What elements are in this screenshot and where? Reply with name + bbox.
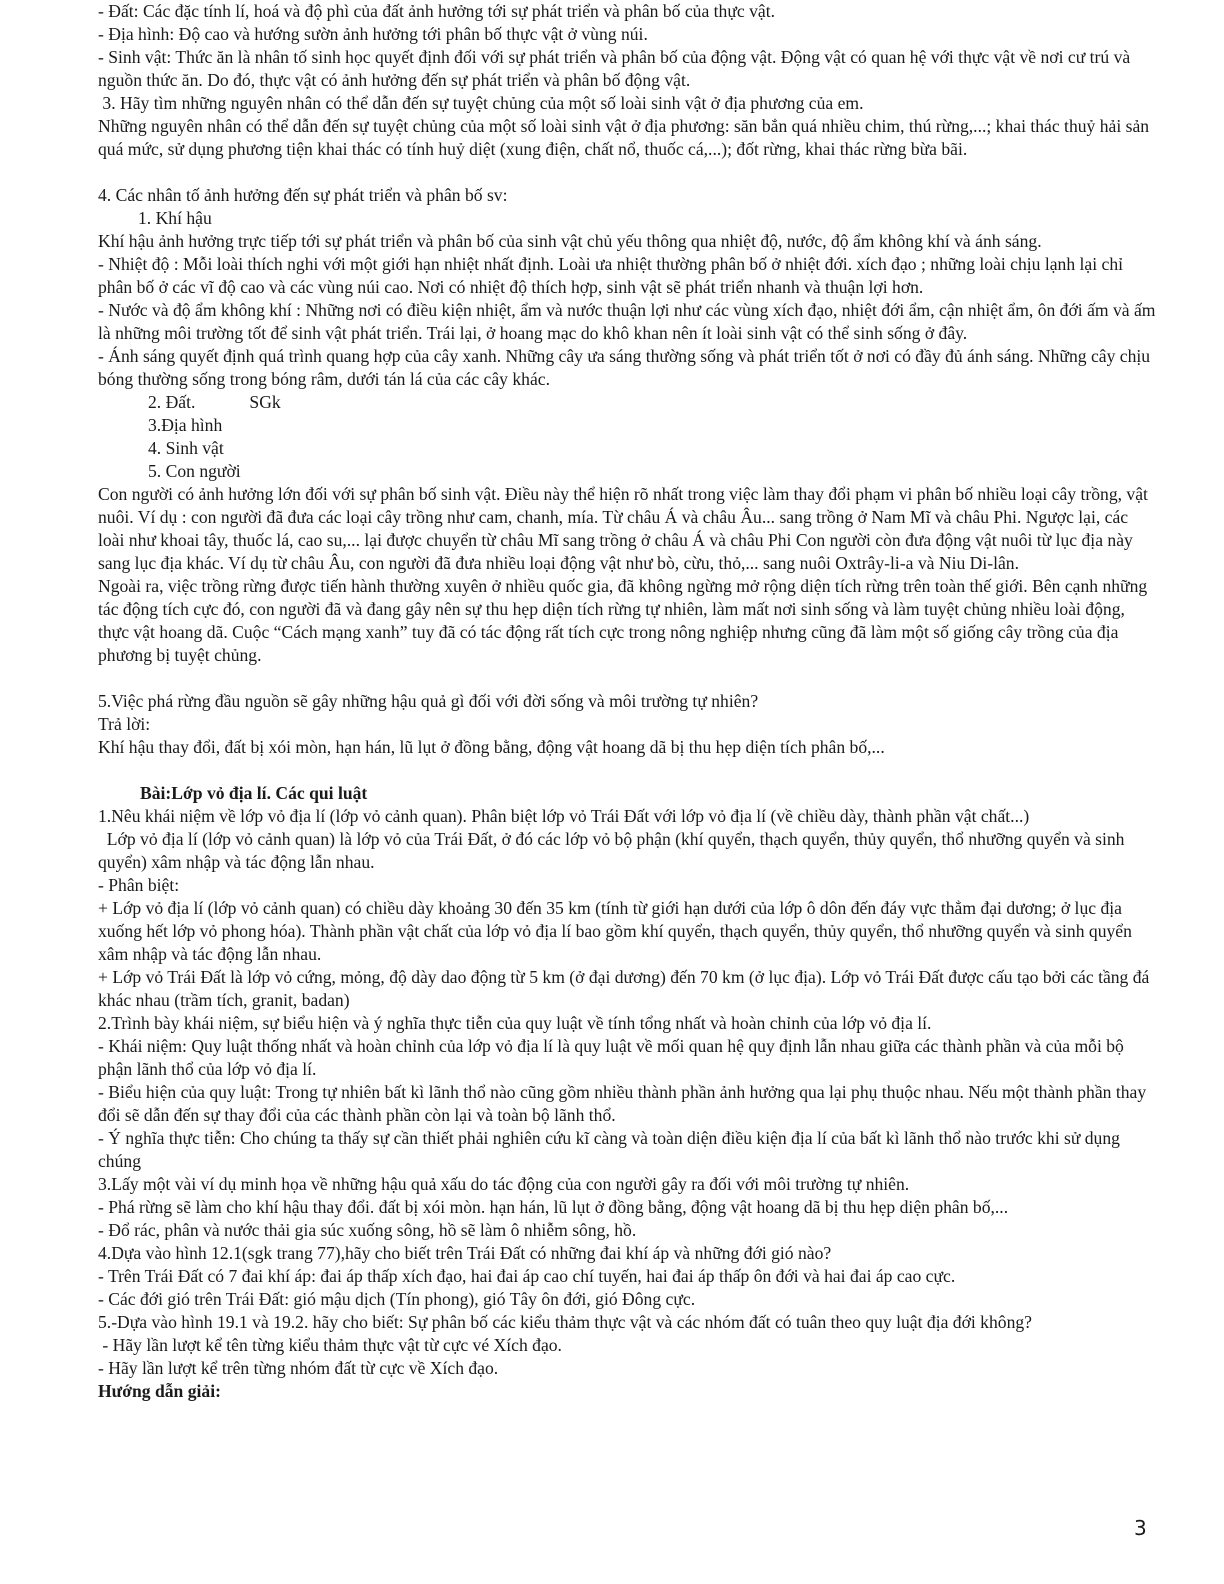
paragraph — [98, 23, 1158, 46]
paragraph — [98, 805, 1158, 828]
paragraph-text: 1.Nêu khái niệm về lớp vỏ địa lí (lớp vỏ cảnh quan). Phân biệt lớp vỏ Trái Đất với lớp vỏ địa lí (về chiều dày, thành phần vật chất...) — [98, 806, 1030, 826]
paragraph-text: Con người có ảnh hưởng lớn đối với sự phân bố sinh vật. Điều này thể hiện rõ nhất trong việc làm thay đổi phạm vi phân bố nhiều loại cây trồng, vật nuôi. Ví dụ : con người đã đưa các loại cây trồng như cam, chanh, mía. Từ châu Á và châu Âu... sang trồng ở Nam Mĩ và châu Phi. Ngược lại, các loài như khoai tây, thuốc lá, cao su,... lại được chuyển từ châu Mĩ sang trồng ở châu Á và châu Phi Con người còn đưa động vật nuôi từ lục địa này sang lục địa khác. Ví dụ từ châu Âu, con người đã đưa nhiều loại động vật như bò, cừu, thỏ,... sang nuôi Oxtrây-li-a và Niu Di-lân. — [98, 484, 1153, 573]
paragraph-text: - Sinh vật: Thức ăn là nhân tố sinh học quyết định đối với sự phát triển và phân bố của động vật. Động vật có quan hệ với thực vật về nơi cư trú và nguồn thức ăn. Do đó, thực vật có ảnh hưởng đến sự phát triển và phân bố động vật. — [98, 47, 1135, 90]
paragraph — [98, 483, 1158, 575]
paragraph-text: - Nước và độ ẩm không khí : Những nơi có điều kiện nhiệt, ẩm và nước thuận lợi như các vùng xích đạo, nhiệt đới ẩm, cận nhiệt ẩm, ôn đới ấm và ấm là những môi trường tốt để sinh vật phát triển. Trái lại, ở hoang mạc do khô khan nên ít loài sinh vật có thể sinh sống ở đây. — [98, 300, 1160, 343]
paragraph — [98, 690, 1158, 713]
paragraph-text: Lớp vỏ địa lí (lớp vỏ cảnh quan) là lớp vỏ của Trái Đất, ở đó các lớp vỏ bộ phận (khí quyển, thạch quyển, thủy quyển, thổ nhưỡng quyển và sinh quyển) xâm nhập và tác động lẫn nhau. — [98, 829, 1129, 872]
paragraph-text: - Biểu hiện của quy luật: Trong tự nhiên bất kì lãnh thổ nào cũng gồm nhiều thành phần ảnh hưởng qua lại phụ thuộc nhau. Nếu một thành phần thay đổi sẽ dẫn đến sự thay đổi của các thành phần còn lại và toàn bộ lãnh thổ. — [98, 1082, 1151, 1125]
paragraph — [98, 184, 1158, 207]
paragraph-text: 1. Khí hậu — [138, 208, 212, 228]
paragraph — [98, 897, 1158, 966]
paragraph-text: - Ánh sáng quyết định quá trình quang hợp của cây xanh. Những cây ưa sáng thường sống và phát triển tốt ở nơi có đầy đủ ánh sáng. Những cây chịu bóng thường sống trong bóng râm, dưới tán lá của các cây khác. — [98, 346, 1155, 389]
paragraph — [98, 1288, 1158, 1311]
paragraph-text: Hướng dẫn giải: — [98, 1381, 221, 1401]
paragraph — [98, 736, 1158, 759]
paragraph-text: 3.Lấy một vài ví dụ minh họa về những hậu quả xấu do tác động của con người gây ra đối với môi trường tự nhiên. — [98, 1174, 910, 1194]
paragraph — [98, 345, 1158, 391]
paragraph-text: Những nguyên nhân có thể dẫn đến sự tuyệt chủng của một số loài sinh vật ở địa phương: săn bắn quá nhiều chim, thú rừng,...; khai thác thuỷ hải sản quá mức, sử dụng phương tiện khai thác có tính huỷ diệt (xung điện, chất nổ, thuốc cá,...); đốt rừng, khai thác rừng bừa bãi. — [98, 116, 1154, 159]
paragraph-text: 4. Các nhân tố ảnh hưởng đến sự phát triển và phân bố sv: — [98, 185, 508, 205]
paragraph-text: 3.Địa hình — [148, 415, 223, 435]
paragraph-text: - Khái niệm: Quy luật thống nhất và hoàn chỉnh của lớp vỏ địa lí là quy luật về mối quan hệ quy định lẫn nhau giữa các thành phần và của mỗi bộ phận lãnh thổ của lớp vỏ địa lí. — [98, 1036, 1129, 1079]
paragraph — [98, 207, 1158, 230]
paragraph-text: - Đất: Các đặc tính lí, hoá và độ phì của đất ảnh hưởng tới sự phát triển và phân bố của thực vật. — [98, 1, 775, 21]
paragraph-text: + Lớp vỏ địa lí (lớp vỏ cảnh quan) có chiều dày khoảng 30 đến 35 km (tính từ giới hạn dưới của lớp ô dôn đến đáy vực thẳm đại dương; ở lục địa xuống hết lớp vỏ phong hóa). Thành phần vật chất của lớp vỏ địa lí bao gồm khí quyển, thạch quyển, thủy quyển, thổ nhưỡng quyển và sinh quyển xâm nhập và tác động lẫn nhau. — [98, 898, 1137, 964]
paragraph-text: Ngoài ra, việc trồng rừng được tiến hành thường xuyên ở nhiều quốc gia, đã không ngừng mở rộng diện tích rừng trên toàn thế giới. Bên cạnh những tác động tích cực đó, con người đã và đang gây nên sự thu hẹp diện tích rừng tự nhiên, làm mất nơi sinh sống và làm tuyệt chủng nhiều loài động, thực vật hoang dã. Cuộc “Cách mạng xanh” tuy đã có tác động rất tích cực trong nông nghiệp nhưng cũng đã làm một số giống cây trồng của địa phương bị tuyệt chủng. — [98, 576, 1152, 665]
paragraph-text: 4. Sinh vật — [148, 438, 224, 458]
paragraph-text: Khí hậu thay đổi, đất bị xói mòn, hạn hán, lũ lụt ở đồng bằng, động vật hoang dã bị thu hẹp diện tích phân bố,... — [98, 737, 885, 757]
paragraph — [98, 1127, 1158, 1173]
paragraph-text: 4.Dựa vào hình 12.1(sgk trang 77),hãy cho biết trên Trái Đất có những đai khí áp và những đới gió nào? — [98, 1243, 832, 1263]
paragraph-text: - Địa hình: Độ cao và hướng sườn ảnh hưởng tới phân bố thực vật ở vùng núi. — [98, 24, 648, 44]
paragraph — [98, 828, 1158, 874]
paragraph — [98, 115, 1158, 161]
paragraph-text: - Trên Trái Đất có 7 đai khí áp: đai áp thấp xích đạo, hai đai áp cao chí tuyến, hai đai áp thấp ôn đới và hai đai áp cao cực. — [98, 1266, 956, 1286]
blank-line — [98, 759, 1158, 782]
paragraph — [98, 966, 1158, 1012]
paragraph — [98, 1173, 1158, 1196]
paragraph — [98, 230, 1158, 253]
paragraph — [98, 575, 1158, 667]
heading — [98, 1380, 1158, 1403]
paragraph — [98, 1265, 1158, 1288]
paragraph-text: 5.Việc phá rừng đầu nguồn sẽ gây những hậu quả gì đối với đời sống và môi trường tự nhiên? — [98, 691, 759, 711]
paragraph-text: - Phá rừng sẽ làm cho khí hậu thay đổi. đất bị xói mòn. hạn hán, lũ lụt ở đồng bằng, động vật hoang dã bị thu hẹp diện phân bố,... — [98, 1197, 1009, 1217]
paragraph — [98, 1081, 1158, 1127]
paragraph — [98, 1035, 1158, 1081]
paragraph-text: + Lớp vỏ Trái Đất là lớp vỏ cứng, mỏng, độ dày dao động từ 5 km (ở đại dương) đến 70 km (ở lục địa). Lớp vỏ Trái Đất được cấu tạo bởi các tầng đá khác nhau (trầm tích, granit, badan) — [98, 967, 1154, 1010]
paragraph — [98, 1334, 1158, 1357]
paragraph-text: - Phân biệt: — [98, 875, 180, 895]
heading — [98, 782, 1158, 805]
paragraph-text: - Các đới gió trên Trái Đất: gió mậu dịch (Tín phong), gió Tây ôn đới, gió Đông cực. — [98, 1289, 696, 1309]
paragraph-text: 2. Đất. — [148, 392, 196, 412]
paragraph — [98, 1311, 1158, 1334]
paragraph — [98, 1357, 1158, 1380]
paragraph — [98, 874, 1158, 897]
paragraph-text: - Hãy lần lượt kể tên từng kiểu thảm thực vật từ cực vé Xích đạo. — [98, 1335, 562, 1355]
paragraph-text: - Ý nghĩa thực tiễn: Cho chúng ta thấy sự cần thiết phải nghiên cứu kĩ càng và toàn diện điều kiện địa lí của bất kì lãnh thổ nào trước khi sử dụng chúng — [98, 1128, 1125, 1171]
paragraph — [98, 391, 1158, 414]
document-body — [98, 0, 1158, 1403]
paragraph — [98, 92, 1158, 115]
document-page — [98, 0, 1158, 1403]
paragraph — [98, 1012, 1158, 1035]
page-number: 3 — [1134, 1516, 1147, 1540]
paragraph-text: 5. Con người — [148, 461, 241, 481]
paragraph-text: Bài:Lớp vỏ địa lí. Các qui luật — [140, 783, 368, 803]
paragraph-text: - Nhiệt độ : Mỗi loài thích nghi với một giới hạn nhiệt nhất định. Loài ưa nhiệt thường phân bố ở nhiệt đới. xích đạo ; những loài chịu lạnh lại chỉ phân bố ở các vĩ độ cao và các vùng núi cao. Nơi có nhiệt độ thích hợp, sinh vật sẽ phát triển nhanh và thuận lợi hơn. — [98, 254, 1128, 297]
paragraph — [98, 437, 1158, 460]
paragraph — [98, 414, 1158, 437]
paragraph — [98, 713, 1158, 736]
paragraph-text: - Hãy lần lượt kể trên từng nhóm đất từ cực về Xích đạo. — [98, 1358, 499, 1378]
paragraph — [98, 299, 1158, 345]
paragraph — [98, 1242, 1158, 1265]
paragraph-text: 5.-Dựa vào hình 19.1 và 19.2. hãy cho biết: Sự phân bố các kiểu thảm thực vật và các nhóm đất có tuân theo quy luật địa đới không? — [98, 1312, 1032, 1332]
paragraph — [98, 0, 1158, 23]
paragraph-text: Khí hậu ảnh hưởng trực tiếp tới sự phát triển và phân bố của sinh vật chủ yếu thông qua nhiệt độ, nước, độ ẩm không khí và ánh sáng. — [98, 231, 1042, 251]
paragraph — [98, 253, 1158, 299]
reference-note: SGk — [249, 392, 281, 412]
paragraph — [98, 460, 1158, 483]
paragraph-text: 2.Trình bày khái niệm, sự biểu hiện và ý nghĩa thực tiễn của quy luật về tính tổng nhất và hoàn chỉnh của lớp vỏ địa lí. — [98, 1013, 932, 1033]
paragraph — [98, 46, 1158, 92]
paragraph — [98, 1196, 1158, 1219]
paragraph — [98, 1219, 1158, 1242]
blank-line — [98, 161, 1158, 184]
paragraph-text: 3. Hãy tìm những nguyên nhân có thể dẫn đến sự tuyệt chủng của một số loài sinh vật ở địa phương của em. — [98, 93, 864, 113]
paragraph-text: - Đổ rác, phân và nước thải gia súc xuống sông, hồ sẽ làm ô nhiễm sông, hồ. — [98, 1220, 637, 1240]
blank-line — [98, 667, 1158, 690]
paragraph-text: Trả lời: — [98, 714, 151, 734]
